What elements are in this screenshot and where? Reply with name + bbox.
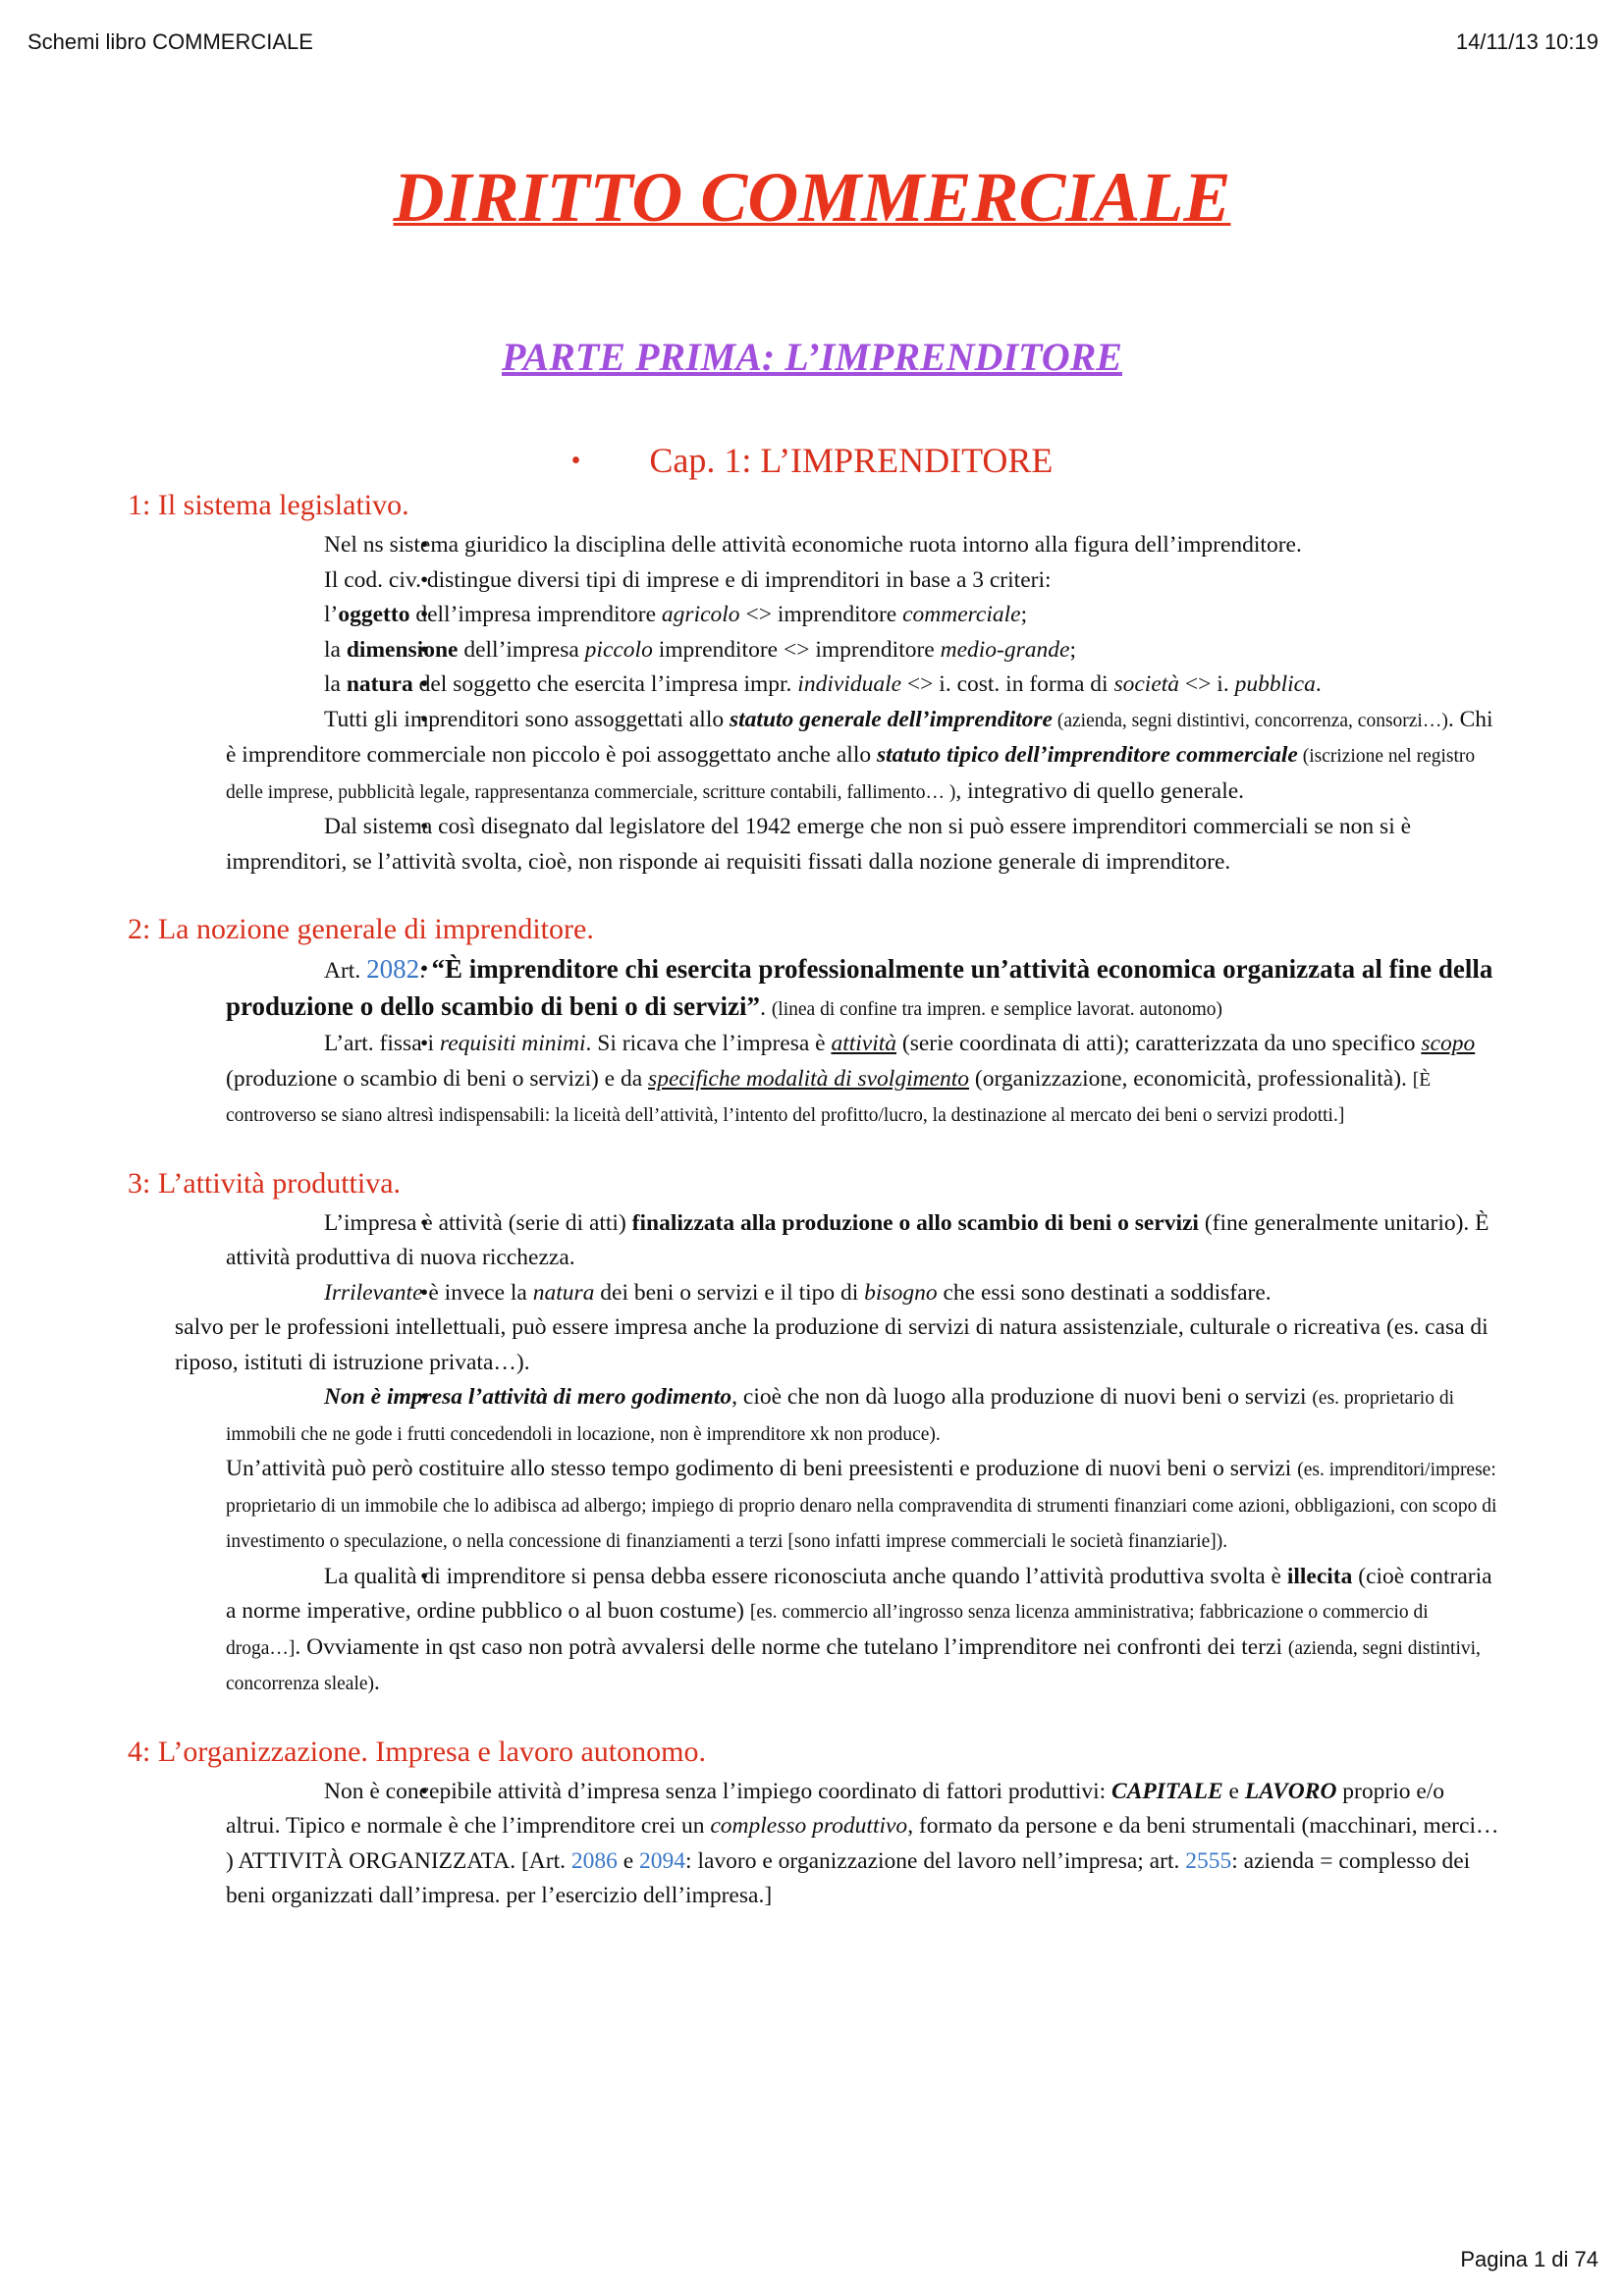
section-heading: 3: L’attività produttiva. <box>128 1166 402 1200</box>
article-link[interactable]: 2086 <box>570 1847 618 1874</box>
text: : lavoro e organizzazione del lavoro nell’impresa; art. <box>685 1847 1186 1874</box>
paragraph <box>128 1310 1502 1380</box>
text: società <box>1113 671 1180 697</box>
paragraph-text: Dal sistema così disegnato dal legislatore del 1942 emerge che non si può essere imprenditori commerciali se non si è imprenditori, se l’attività svolta, cioè, non risponde ai requisiti fissati dalla nozione generale di imprenditore. <box>226 814 1412 875</box>
text: illecita <box>1286 1563 1353 1589</box>
paragraph <box>128 528 1502 563</box>
text: attività <box>831 1031 897 1056</box>
section-heading: 4: L’organizzazione. Impresa e lavoro autonomo. <box>128 1735 706 1768</box>
text: complesso produttivo <box>710 1813 908 1839</box>
paragraph <box>128 1560 1502 1702</box>
paragraph <box>128 952 1502 1027</box>
chapter-label: Cap. 1: L’IMPRENDITORE <box>649 441 1054 480</box>
page-number: Pagina 1 di 74 <box>1460 2247 1598 2271</box>
text: dimensione <box>346 636 459 663</box>
text: : <box>419 958 432 984</box>
paragraph <box>128 563 1502 599</box>
text: proprio e/o altrui. Tipico e normale è che l’imprenditore crei un <box>226 1778 1445 1839</box>
text: (iscrizione nel registro delle imprese, pubblicità legale, rappresentanza commerciale, scritture contabili, fallimento… ) <box>226 746 1476 803</box>
text: <> imprenditore <box>739 602 903 627</box>
text: la <box>324 671 347 697</box>
text: oggetto <box>338 602 410 627</box>
text: individuale <box>797 671 902 697</box>
text: (azienda, segni distintivi, concorrenza sleale) <box>226 1637 1481 1694</box>
paragraph-text: salvo per le professioni intellettuali, può essere impresa anche la produzione di servizi di natura assistenziale, culturale o ricreativa (es. casa di riposo, istituti di istruzione privata…). <box>175 1314 1489 1375</box>
text: . Ovviamente in qst caso non potrà avvalersi delle norme che tutelano l’imprenditore nei confronti dei terzi <box>295 1633 1288 1660</box>
text: <> i. cost. in forma di <box>901 671 1114 697</box>
text: L’impresa è attività (serie di atti) <box>324 1209 632 1236</box>
text: imprenditore <> imprenditore <box>652 636 941 663</box>
text: e <box>1222 1778 1245 1804</box>
section-heading: 2: La nozione generale di imprenditore. <box>128 913 594 945</box>
article-link[interactable]: 2094 <box>639 1847 686 1874</box>
paragraph-text: Il cod. civ. distingue diversi tipi di imprese e di imprenditori in base a 3 criteri: <box>324 566 1052 593</box>
text: che essi sono destinati a soddisfare. <box>937 1279 1272 1306</box>
text: l’ <box>324 602 339 627</box>
part-title: PARTE PRIMA: L’IMPRENDITORE <box>502 335 1122 379</box>
text: . Si ricava che l’impresa è <box>585 1031 832 1056</box>
text: agricolo <box>661 602 740 627</box>
section-heading: 1: Il sistema legislativo. <box>128 489 409 521</box>
text: bisogno <box>864 1279 938 1306</box>
document-body <box>128 489 1502 1914</box>
text: CAPITALE <box>1111 1778 1223 1804</box>
text: Non è impresa l’attività di mero godimento <box>324 1384 732 1410</box>
text: La qualità di imprenditore si pensa debba essere riconosciuta anche quando l’attività produttiva svolta è <box>324 1563 1287 1589</box>
bullet-icon: • <box>570 446 581 476</box>
text: [es. commercio all’ingrosso senza licenza amministrativa; fabbricazione o commercio di droga…] <box>226 1602 1429 1659</box>
text: (linea di confine tra impren. e semplice lavorat. autonomo) <box>771 998 1222 1020</box>
text: natura <box>346 671 413 697</box>
chapter-title <box>0 440 1624 481</box>
text: Art. <box>324 958 367 984</box>
text: la <box>324 636 347 663</box>
paragraph <box>128 598 1502 633</box>
text: (organizzazione, economicità, professionalità). <box>969 1065 1407 1092</box>
text: requisiti minimi <box>439 1031 586 1056</box>
text: specifiche modalità di svolgimento <box>648 1065 970 1092</box>
text: (es. proprietario di immobili che ne gode i frutti concedendoli in locazione, non è imprenditore xk non produce). <box>226 1388 1454 1445</box>
text: “È imprenditore chi esercita professionalmente un’attività economica organizzata al fine della produzione o dello scambio di beni o di servizi” <box>226 954 1493 1021</box>
text: <> i. <box>1179 671 1235 697</box>
text: (fine generalmente unitario). È attività produttiva di nuova ricchezza. <box>226 1209 1489 1270</box>
paragraph <box>128 1276 1502 1311</box>
text: dell’impresa <box>458 636 585 663</box>
text: ; <box>1020 602 1028 627</box>
paragraph <box>128 703 1502 811</box>
text: Un’attività può però costituire allo stesso tempo godimento di beni preesistenti e produzione di nuovi beni o servizi <box>226 1456 1298 1481</box>
text: pubblica <box>1234 671 1316 697</box>
text: piccolo <box>584 636 653 663</box>
text: del soggetto che esercita l’impresa impr. <box>412 671 798 697</box>
text: LAVORO <box>1244 1778 1337 1804</box>
text: (cioè contraria a norme imperative, ordine pubblico o al buon costume) <box>226 1563 1492 1624</box>
text: . <box>760 994 772 1021</box>
text: (es. imprenditori/imprese: proprietario di un immobile che lo adibisca ad albergo; impiego di proprio denaro nella compravendita di strumenti finanziari come azioni, obbligazioni, con scopo di investimento o speculazione, o nella concessione di finanziamenti a terzi [sono infatti imprese commerciali le società finanziarie]). <box>226 1460 1497 1552</box>
article-link[interactable]: 2082 <box>366 954 420 984</box>
text: scopo <box>1421 1031 1476 1056</box>
paragraph <box>128 1206 1502 1276</box>
text: medio-grande <box>940 636 1070 663</box>
text: , integrativo di quello generale. <box>955 777 1245 804</box>
text: statuto generale dell’imprenditore <box>729 706 1053 732</box>
paragraph <box>128 1452 1502 1560</box>
text: : azienda = complesso dei beni organizzati dall’impresa. per l’esercizio dell’impresa.] <box>226 1847 1471 1908</box>
article-link[interactable]: 2555 <box>1185 1847 1232 1874</box>
paragraph <box>128 1775 1502 1914</box>
text: dell’impresa imprenditore <box>409 602 662 627</box>
text: (serie coordinata di atti); caratterizzata da uno specifico <box>896 1031 1422 1056</box>
text: commerciale <box>902 602 1021 627</box>
text: finalizzata alla produzione o allo scambio di beni o servizi <box>631 1209 1199 1236</box>
text: [È controverso se siano altresì indispensabili: la liceità dell’attività, l’intento del profitto/lucro, la destinazione al mercato dei beni o servizi prodotti.] <box>226 1069 1432 1126</box>
text: statuto tipico dell’imprenditore commerciale <box>876 742 1298 768</box>
text: e <box>617 1847 640 1874</box>
text: L’art. fissa i <box>324 1031 440 1056</box>
text: Tutti gli imprenditori sono assoggettati allo <box>324 706 730 732</box>
text: natura <box>532 1279 595 1306</box>
paragraph <box>128 633 1502 668</box>
text: Irrilevante <box>324 1279 423 1306</box>
text: , cioè che non dà luogo alla produzione di nuovi beni o servizi <box>731 1384 1313 1410</box>
text: (produzione o scambio di beni o servizi) e da <box>226 1065 649 1092</box>
document-header-timestamp: 14/11/13 10:19 <box>1455 29 1598 54</box>
text: (azienda, segni distintivi, concorrenza, consorzi…) <box>1052 710 1448 731</box>
paragraph <box>128 810 1502 880</box>
text: . Chi è imprenditore commerciale non piccolo è poi assoggettato anche allo <box>226 706 1493 768</box>
document-header-title: Schemi libro COMMERCIALE <box>27 29 313 54</box>
text: Non è concepibile attività d’impresa senza l’impiego coordinato di fattori produttivi: <box>324 1778 1112 1804</box>
text: . <box>374 1670 380 1695</box>
paragraph <box>128 1380 1502 1452</box>
paragraph-text: Nel ns sistema giuridico la disciplina delle attività economiche ruota intorno alla figura dell’imprenditore. <box>324 532 1302 558</box>
text: . <box>1315 671 1322 697</box>
paragraph <box>128 1027 1502 1134</box>
page-title: DIRITTO COMMERCIALE <box>393 158 1231 237</box>
text: ; <box>1069 636 1076 663</box>
text: , formato da persone e da beni strumentali (macchinari, merci… ) ATTIVITÀ ORGANIZZATA. [Art. <box>226 1813 1499 1874</box>
text: dei beni o servizi e il tipo di <box>594 1279 865 1306</box>
paragraph <box>128 667 1502 703</box>
text: è invece la <box>422 1279 533 1306</box>
